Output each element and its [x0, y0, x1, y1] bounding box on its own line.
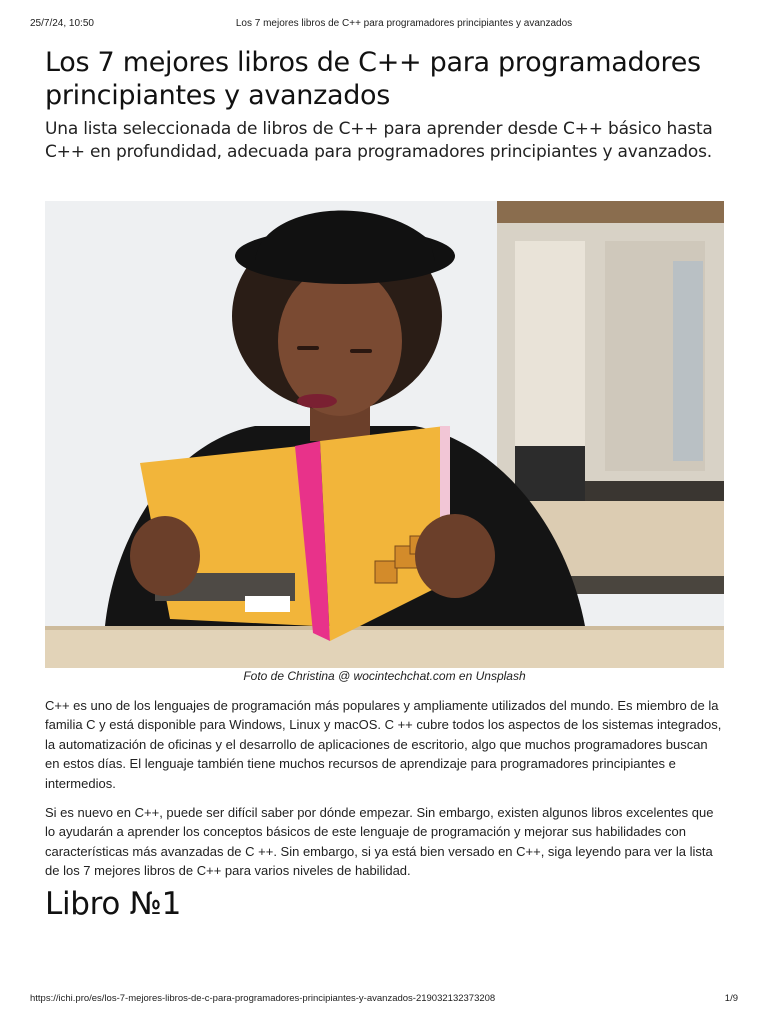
- article-body: [45, 696, 725, 891]
- print-doc-title: Los 7 mejores libros de C++ para programadores principiantes y avanzados: [235, 18, 573, 29]
- article-header: [45, 46, 725, 164]
- hero-image: [45, 201, 724, 668]
- section-heading: Libro №1: [45, 886, 182, 922]
- print-page-number: 1/9: [724, 993, 738, 1004]
- hero-photo-woman-reading-book: [45, 201, 724, 668]
- print-header: [30, 18, 738, 32]
- hero-caption: Foto de Christina @ wocintechchat.com en Unsplash: [243, 669, 526, 683]
- paragraph: Si es nuevo en C++, puede ser difícil saber por dónde empezar. Sin embargo, existen algunos libros excelentes que lo ayudarán a aprender los conceptos básicos de este lenguaje de programación y mejorar sus habilidades con características más avanzadas de C ++. Sin embargo, si ya está bien versado en C++, siga leyendo para ver la lista de los 7 mejores libros de C++ para varios niveles de habilidad.: [45, 805, 714, 879]
- article-title: Los 7 mejores libros de C++ para programadores principiantes y avanzados: [45, 47, 701, 111]
- print-datetime: 25/7/24, 10:50: [30, 18, 94, 29]
- print-footer: [30, 993, 738, 1007]
- print-url: https://ichi.pro/es/los-7-mejores-libros-de-c-para-programadores-principiantes-y-avanzados-219032132373208: [30, 993, 496, 1004]
- article-subtitle: Una lista seleccionada de libros de C++ para aprender desde C++ básico hasta C++ en profundidad, adecuada para programadores principiantes y avanzados.: [45, 119, 713, 162]
- paragraph: C++ es uno de los lenguajes de programación más populares y ampliamente utilizados del mundo. Es miembro de la familia C y está disponible para Windows, Linux y macOS. C ++ cubre todos los aspectos de los sistemas integrados, la automatización de oficinas y el desarrollo de aplicaciones de escritorio, algo que muchos programadores buscan en estos días. El lenguaje también tiene muchos recursos de aprendizaje para programadores principiantes e intermedios.: [45, 698, 722, 791]
